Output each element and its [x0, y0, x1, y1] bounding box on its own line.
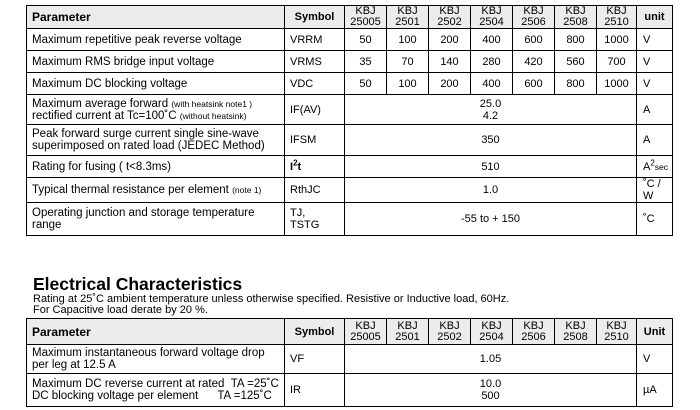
row-parameter: Maximum RMS bridge input voltage — [27, 51, 285, 73]
row-unit: V — [637, 51, 673, 73]
header-model: KBJ 2506 — [513, 6, 555, 29]
table-row — [27, 374, 673, 407]
table-header-row — [27, 6, 673, 29]
header-parameter: Parameter — [27, 6, 285, 29]
cell-value: 350 — [345, 125, 637, 156]
header-model: KBJ 2501 — [387, 319, 429, 345]
header-symbol: Symbol — [285, 6, 345, 29]
table-row — [27, 125, 673, 156]
table-row — [27, 73, 673, 95]
cell-value: 50 — [345, 29, 387, 51]
row-symbol: IR — [285, 374, 345, 407]
cell-value: 800 — [555, 73, 597, 95]
cell-value: 600 — [513, 73, 555, 95]
cell-value: 100 — [387, 73, 429, 95]
cell-value: 140 — [429, 51, 471, 73]
row-parameter: Rating for fusing ( t<8.3ms) — [27, 156, 285, 178]
row-unit: $A^2\sec$ — [637, 156, 673, 178]
header-parameter: Parameter — [27, 319, 285, 345]
table-row — [27, 51, 673, 73]
row-unit: V — [637, 345, 673, 374]
electrical-characteristics-table — [26, 318, 673, 407]
table-row — [27, 156, 673, 178]
row-unit: V — [637, 29, 673, 51]
cell-value: 420 — [513, 51, 555, 73]
header-model: KBJ 2508 — [555, 319, 597, 345]
row-unit: A — [637, 95, 673, 125]
row-symbol: VF — [285, 345, 345, 374]
row-symbol: $I^2t$ — [285, 156, 345, 178]
cell-value: 10.0 500 — [345, 374, 637, 407]
header-unit: Unit — [637, 319, 673, 345]
header-model: KBJ 25005 — [345, 319, 387, 345]
cell-value: 35 — [345, 51, 387, 73]
header-model: KBJ 2506 — [513, 319, 555, 345]
row-parameter: Maximum DC reverse current at rated TA =25˚C DC blocking voltage per element TA =125˚C — [27, 374, 285, 407]
header-model: KBJ 2504 — [471, 319, 513, 345]
row-symbol: TJ, TSTG — [285, 203, 345, 236]
cell-value: 200 — [429, 29, 471, 51]
section-note: Rating at 25˚C ambient temperature unless otherwise specified. Resistive or Inductive load, 60Hz. — [33, 293, 510, 305]
cell-value: 1.05 — [345, 345, 637, 374]
header-model: KBJ 2510 — [597, 6, 637, 29]
row-parameter: Maximum repetitive peak reverse voltage — [27, 29, 285, 51]
cell-value: 700 — [597, 51, 637, 73]
cell-value: 70 — [387, 51, 429, 73]
row-unit: V — [637, 73, 673, 95]
cell-value: 600 — [513, 29, 555, 51]
row-symbol: RthJC — [285, 178, 345, 203]
row-symbol: IFSM — [285, 125, 345, 156]
row-parameter: Maximum instantaneous forward voltage drop per leg at 12.5 A — [27, 345, 285, 374]
cell-value: 200 — [429, 73, 471, 95]
table-header-row — [27, 319, 673, 345]
header-model: KBJ 2502 — [429, 319, 471, 345]
section-note: For Capacitive load derate by 20 %. — [33, 304, 208, 316]
table-row — [27, 178, 673, 203]
row-parameter: Maximum DC blocking voltage — [27, 73, 285, 95]
cell-value: 280 — [471, 51, 513, 73]
cell-value: 400 — [471, 73, 513, 95]
table-row — [27, 95, 673, 125]
row-symbol: IF(AV) — [285, 95, 345, 125]
header-model: KBJ 2508 — [555, 6, 597, 29]
max-ratings-table — [26, 5, 673, 236]
cell-value: -55 to + 150 — [345, 203, 637, 236]
row-symbol: VDC — [285, 73, 345, 95]
header-model: KBJ 2504 — [471, 6, 513, 29]
table-row — [27, 203, 673, 236]
row-parameter: Operating junction and storage temperature range — [27, 203, 285, 236]
table-row — [27, 29, 673, 51]
header-symbol: Symbol — [285, 319, 345, 345]
header-model: KBJ 25005 — [345, 6, 387, 29]
cell-value: 1000 — [597, 29, 637, 51]
row-symbol: VRMS — [285, 51, 345, 73]
cell-value: 510 — [345, 156, 637, 178]
cell-value: 400 — [471, 29, 513, 51]
cell-value: 560 — [555, 51, 597, 73]
cell-value: 100 — [387, 29, 429, 51]
row-parameter: Maximum average forward (with heatsink note1 ) rectified current at Tc=100˚C (without heatsink) — [27, 95, 285, 125]
cell-value: 1.0 — [345, 178, 637, 203]
cell-value: 1000 — [597, 73, 637, 95]
cell-value: 25.0 4.2 — [345, 95, 637, 125]
row-parameter: Typical thermal resistance per element (note 1) — [27, 178, 285, 203]
header-model: KBJ 2510 — [597, 319, 637, 345]
cell-value: 800 — [555, 29, 597, 51]
row-symbol: VRRM — [285, 29, 345, 51]
table-row — [27, 345, 673, 374]
header-model: KBJ 2502 — [429, 6, 471, 29]
row-unit: µA — [637, 374, 673, 407]
row-unit: A — [637, 125, 673, 156]
row-parameter: Peak forward surge current single sine-wave superimposed on rated load (JEDEC Method) — [27, 125, 285, 156]
row-unit: ˚C — [637, 203, 673, 236]
header-unit: unit — [637, 6, 673, 29]
header-model: KBJ 2501 — [387, 6, 429, 29]
row-unit: ˚C / W — [637, 178, 673, 203]
cell-value: 50 — [345, 73, 387, 95]
section-title: Electrical Characteristics — [33, 274, 243, 294]
